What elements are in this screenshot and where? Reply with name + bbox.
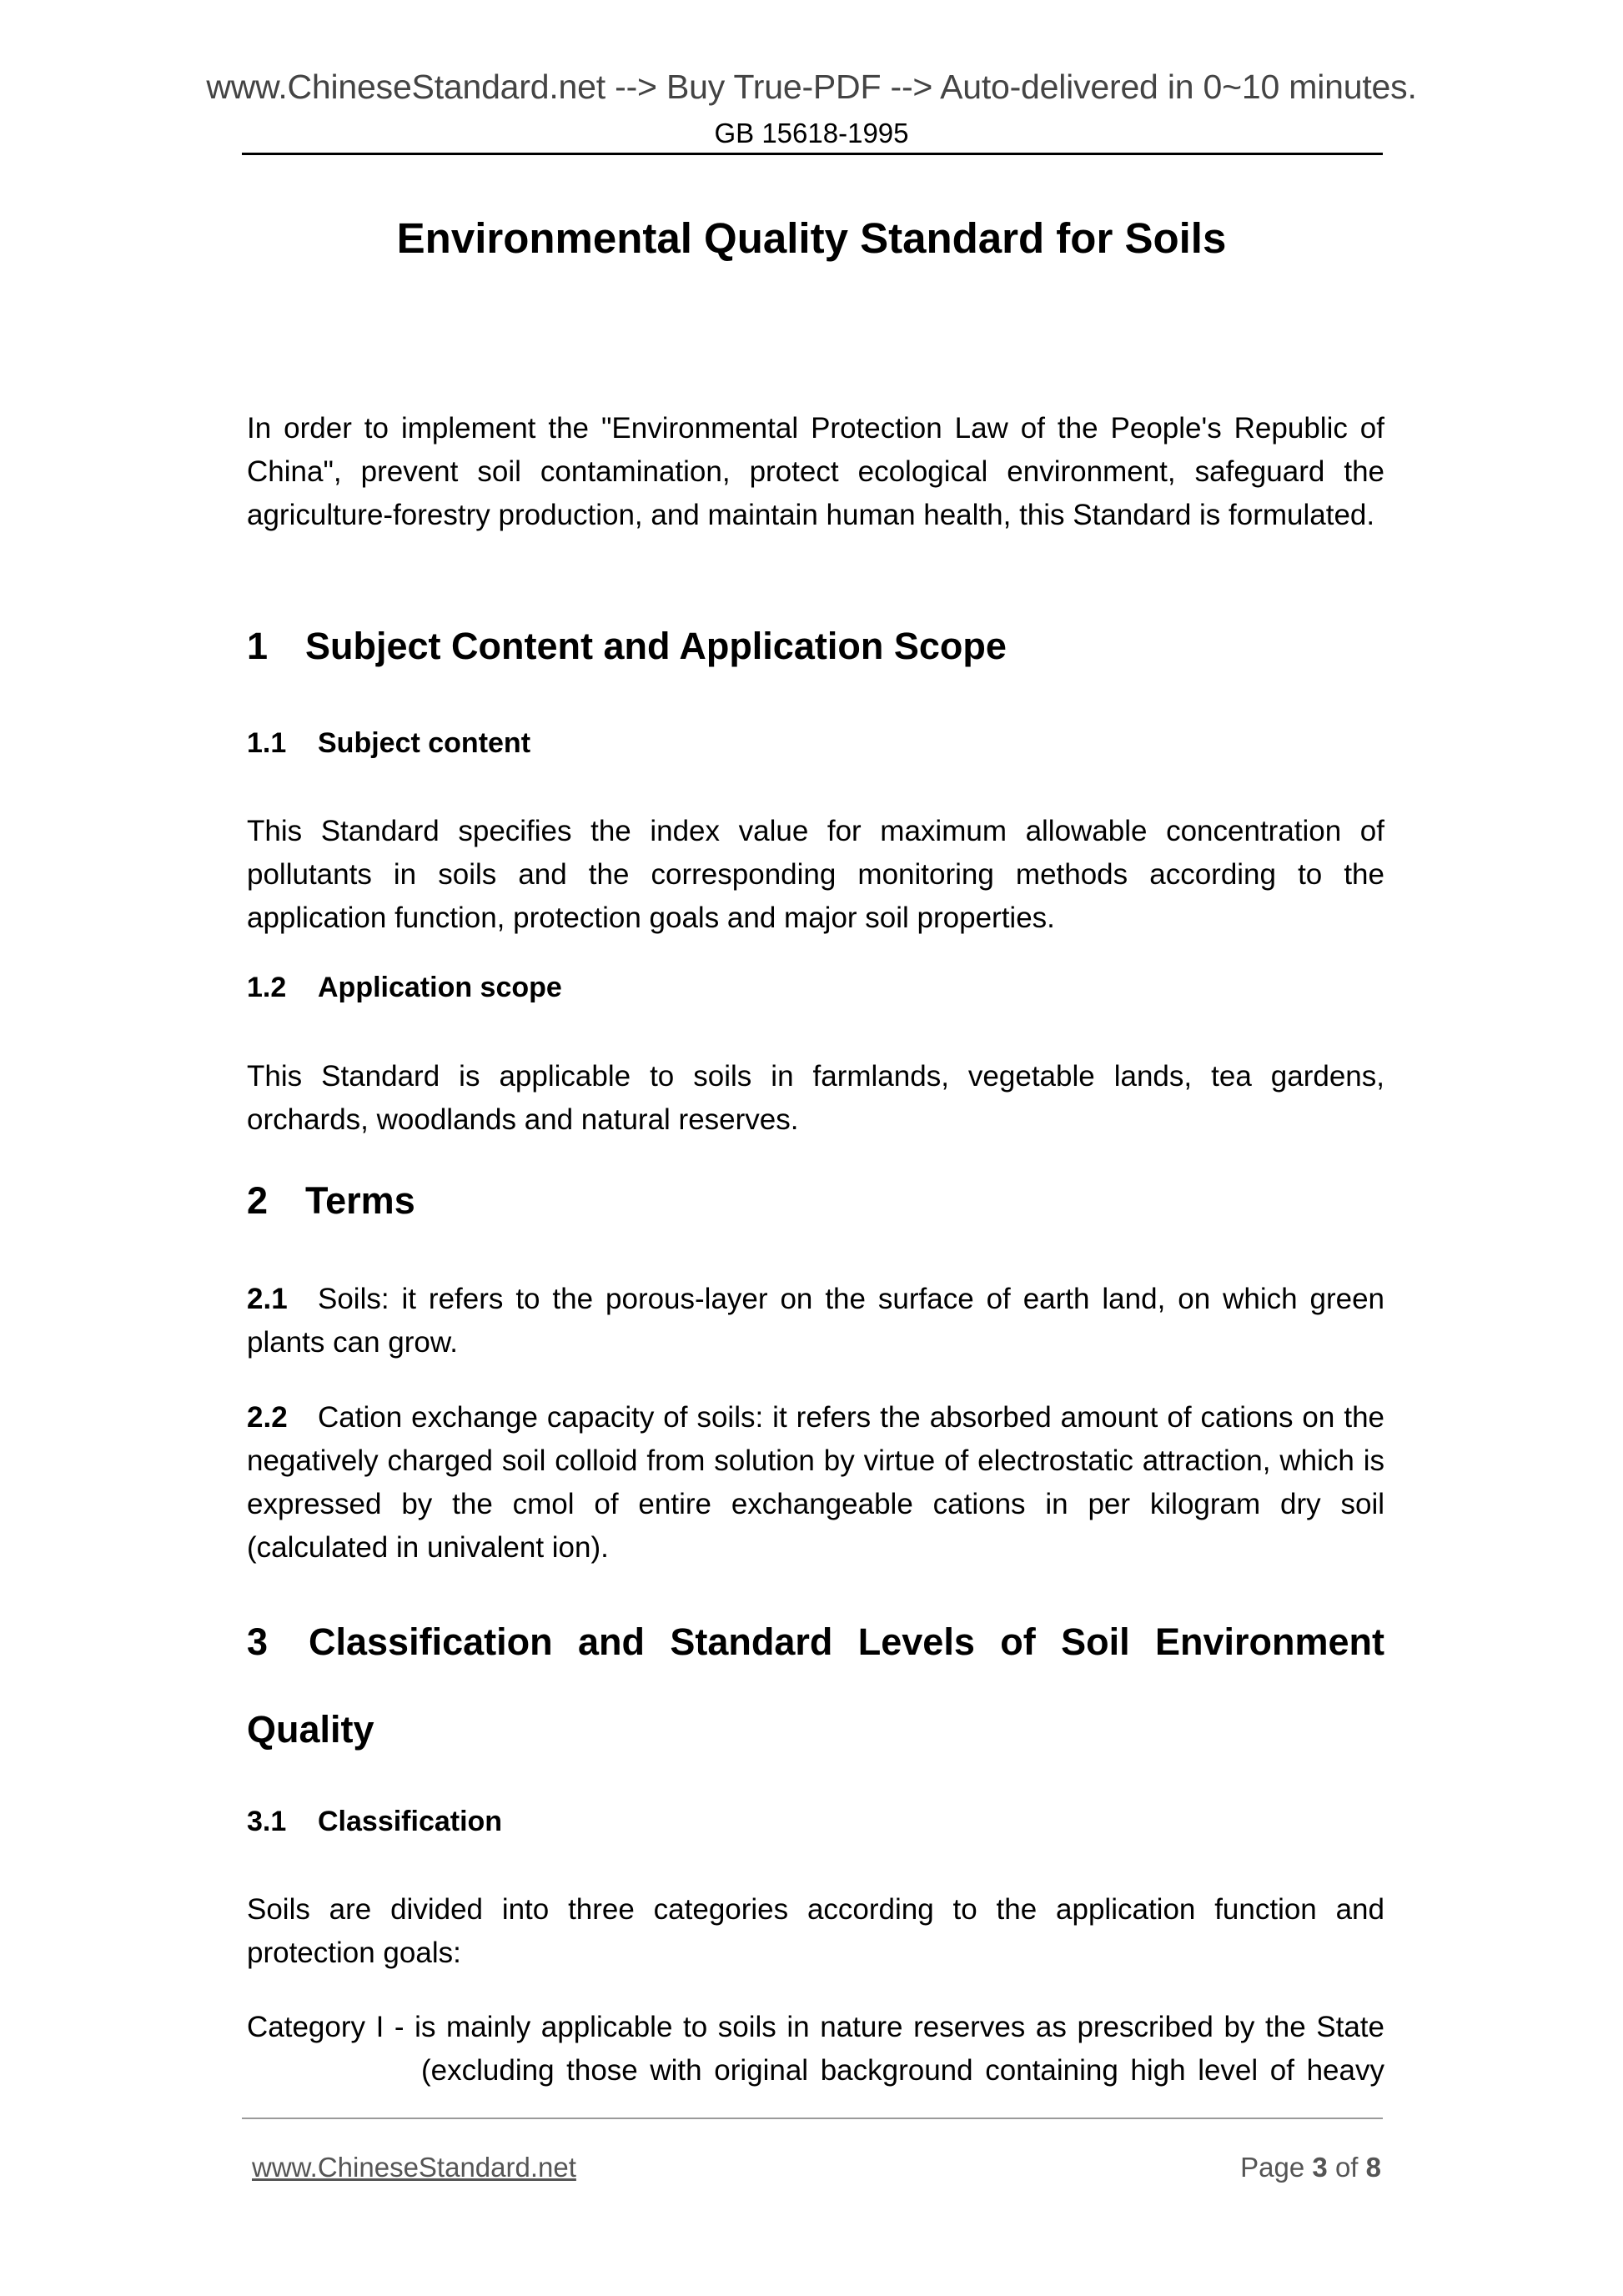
- term-text: Cation exchange capacity of soils: it refers the absorbed amount of cations on the negatively charged soil colloid from solution by virtue of electrostatic attraction, which is expressed by the cmol of entire exchangeable cations in per kilogram dry soil (calculated in univalent ion).: [247, 1401, 1384, 1564]
- page-indicator: [1240, 2149, 1381, 2186]
- subsection-3-1-heading: [247, 1803, 1384, 1840]
- header-divider: [242, 153, 1383, 155]
- section-1-heading: [247, 624, 1384, 669]
- term-number: 2.1: [247, 1283, 288, 1315]
- section-2-heading: [247, 1178, 1384, 1223]
- subsection-title: Classification: [318, 1806, 503, 1837]
- subsection-1-1-text: This Standard specifies the index value for maximum allowable concentration of pollutants in soils and the corresponding monitoring methods according to the application function, protection goals and major soil properties.: [247, 815, 1384, 934]
- footer-divider: [242, 2118, 1383, 2119]
- page-label: Page: [1240, 2152, 1305, 2183]
- promo-header: www.ChineseStandard.net --> Buy True-PDF --> Auto-delivered in 0~10 minutes.: [206, 68, 1417, 106]
- subsection-title: Subject content: [318, 727, 531, 759]
- section-number: 1: [247, 625, 269, 667]
- subsection-number: 3.1: [247, 1806, 287, 1837]
- section-title: Subject Content and Application Scope: [305, 625, 1007, 667]
- section-number: 2: [247, 1179, 269, 1222]
- current-page-number: 3: [1312, 2152, 1328, 2183]
- total-pages-number: 8: [1365, 2152, 1381, 2183]
- term-2-1: [247, 1278, 1384, 1364]
- category-1-first-line: Category I - is mainly applicable to soils in nature reserves as prescribed by the State: [247, 2011, 1384, 2043]
- category-1-item: [247, 2006, 1384, 2093]
- subsection-3-1-text: Soils are divided into three categories according to the application function and protection goals:: [247, 1893, 1384, 1969]
- section-number: 3: [247, 1620, 269, 1663]
- subsection-number: 1.2: [247, 972, 287, 1003]
- subsection-number: 1.1: [247, 727, 287, 759]
- term-text: Soils: it refers to the porous-layer on the surface of earth land, on which green plants can grow.: [247, 1283, 1384, 1359]
- category-1-continuation: (excluding those with original background containing high level of heavy: [421, 2054, 1384, 2087]
- subsection-1-2-heading: [247, 969, 1384, 1006]
- subsection-1-1-heading: [247, 725, 1384, 761]
- subsection-1-2-text: This Standard is applicable to soils in farmlands, vegetable lands, tea gardens, orchards, woodlands and natural reserves.: [247, 1060, 1384, 1136]
- section-3-heading: [247, 1598, 1384, 1773]
- document-title: Environmental Quality Standard for Soils: [396, 214, 1227, 262]
- term-2-2: [247, 1396, 1384, 1570]
- section-title: Terms: [305, 1179, 415, 1222]
- section-title: Classification and Standard Levels of Soil Environment Quality: [247, 1620, 1384, 1751]
- term-number: 2.2: [247, 1401, 288, 1434]
- subsection-title: Application scope: [318, 972, 562, 1003]
- standard-number: GB 15618-1995: [714, 118, 909, 148]
- intro-paragraph: In order to implement the "Environmental Protection Law of the People's Republic of China", prevent soil contamination, protect ecological environment, safeguard the agriculture-forestry production, and maintain human health, this Standard is formulated.: [247, 412, 1384, 531]
- page-of-label: of: [1334, 2152, 1359, 2183]
- footer-website-link[interactable]: www.ChineseStandard.net: [252, 2152, 576, 2183]
